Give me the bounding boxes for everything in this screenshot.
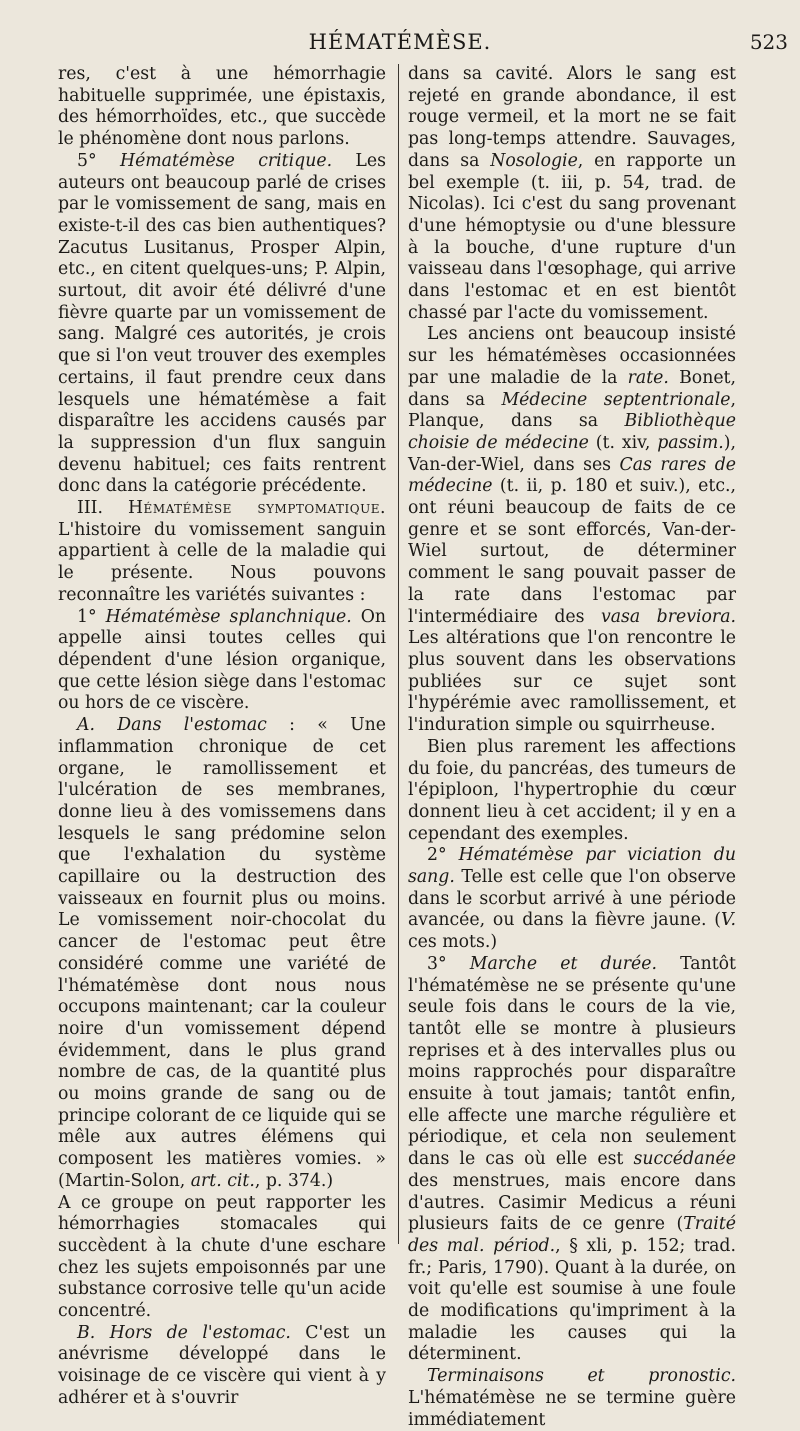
paragraph: [408, 64, 736, 324]
emphasis: succédanée: [633, 1149, 736, 1170]
item-number: 2°: [427, 845, 459, 866]
text: Telle est celle que l'on observe dans le scorbut arrivé à une période avancée, ou dans la fièvre jaune. (: [408, 867, 736, 931]
emphasis: vasa breviora.: [600, 606, 736, 627]
text: C'est un anévrisme développé dans le voisinage de ce viscère qui vient à y adhérer et à s'ouvrir: [58, 1322, 386, 1408]
paragraph: [58, 498, 386, 607]
paragraph: [408, 324, 736, 736]
paragraph: [408, 954, 736, 1366]
text: L'histoire du vomissement sanguin appartient à celle de la maladie qui le présente. Nous pouvons reconnaître les variétés suivantes :: [58, 519, 386, 605]
left-column: [58, 64, 386, 1410]
paragraph: [408, 845, 736, 954]
text: Bonet, dans sa: [408, 367, 736, 410]
section-title: Marche et durée.: [469, 953, 657, 974]
paragraph: [58, 151, 386, 498]
section-title: A. Dans l'estomac: [77, 715, 267, 736]
item-number: III.: [77, 498, 128, 519]
item-number: 3°: [427, 953, 470, 974]
text: ces mots.): [408, 932, 498, 953]
text: Les auteurs ont beaucoup parlé de crises par le vomissement de sang, mais en existe-t-il des cas bien authentiques? Zacutus Lusitanus, Prosper Alpin, etc., en citent quelques-uns; P. Alpin, surtout, dit avoir été délivré d'une fièvre quarte par un vomissement de sang. Malgré ces autorités, je crois que si l'on veut trouver des exemples certains, il faut prendre ceux dans lesquels une hématémèse a fait disparaître les accidens causés par la suppression d'un flux sanguin devenu habituel; ces faits rentrent donc dans la catégorie précédente.: [58, 150, 386, 497]
citation: passim.: [657, 432, 724, 453]
citation: V.: [721, 910, 736, 931]
citation: Médecine septentrionale: [501, 389, 731, 410]
text: Bien plus rarement les affections du foie, du pancréas, des tumeurs de l'épiploon, l'hypertrophie du cœur donnent lieu à cet accident; il y en a cependant des exemples.: [408, 736, 736, 844]
text: L'hématémèse ne se termine guère immédiatement: [408, 1387, 736, 1430]
paragraph: [58, 715, 386, 1192]
text: des menstrues, mais encore dans d'autres. Casimir Medicus a réuni plusieurs faits de ce genre (: [408, 1170, 736, 1235]
text: ), Van-der-Wiel, dans ses: [408, 432, 736, 475]
page-number: 523: [749, 30, 788, 54]
text: Les altérations que l'on rencontre le plus souvent dans les observations publiées sur ce sujet sont l'hypérémie avec ramollissement, et l'induration simple ou squirrheuse.: [408, 628, 736, 736]
text: , Planque, dans sa: [408, 389, 736, 432]
citation: Traité des mal. périod.: [408, 1214, 736, 1256]
text: dans sa cavité. Alors le sang est rejeté en grande abondance, il est rouge vermeil, et la mort ne se fait pas long-temps attendre. Sauvages, dans sa: [408, 64, 736, 171]
section-heading: Hématémèse symptomatique.: [127, 498, 386, 519]
text: (t. ii, p. 180 et suiv.), etc., ont réuni beaucoup de faits de ce genre et se sont efforcés, Van-der-Wiel surtout, de déterminer comment le sang pouvait passer de la rate dans l'estomac par l'intermédiaire des: [408, 476, 736, 627]
citation: art. cit.: [190, 1170, 255, 1191]
text: , § xli, p. 152; trad. fr.; Paris, 1790). Quant à la durée, on voit qu'elle est soumise à une foule de modifications qu'impriment à la maladie les causes qui la déterminent.: [408, 1235, 736, 1365]
emphasis: rate.: [627, 367, 669, 388]
paragraph: [58, 1323, 386, 1410]
section-title: B. Hors de l'estomac.: [77, 1322, 291, 1343]
citation: Nosologie: [490, 150, 578, 171]
section-title: Hématémèse critique.: [120, 150, 333, 171]
running-title: HÉMATÉMÈSE.: [308, 30, 492, 54]
text: , p. 374.): [254, 1170, 334, 1191]
item-number: 5°: [77, 150, 120, 171]
running-head: [0, 30, 800, 60]
paragraph: [58, 607, 386, 716]
section-title: Hématémèse par viciation du sang.: [408, 845, 736, 888]
paragraph: [58, 64, 386, 151]
section-title: Terminaisons et pronostic.: [427, 1366, 736, 1387]
text: Les anciens ont beaucoup insisté sur les hématémèses occasionnées par une maladie de la: [408, 324, 736, 388]
item-number: 1°: [77, 606, 106, 627]
citation: Cas rares de médecine: [408, 454, 736, 497]
text: res, c'est à une hémorrhagie habituelle supprimée, une épistaxis, des hémorrhoïdes, etc., que succède le phénomène dont nous parlons.: [58, 64, 386, 150]
text: Tantôt l'hématémèse ne se présente qu'une seule fois dans le cours de la vie, tantôt elle se montre à plusieurs reprises et à des intervalles plus ou moins rapprochés pour disparaître ensuite à tout jamais; tantôt enfin, elle affecte une marche régulière et périodique, et cela non seulement dans le cas où elle est: [408, 953, 737, 1170]
paragraph: [408, 737, 736, 846]
paragraph: [408, 1366, 736, 1431]
section-title: Hématémèse splanchnique.: [105, 606, 352, 627]
text: (t. xiv,: [588, 432, 658, 453]
text: : « Une inflammation chronique de cet organe, le ramollissement et l'ulcération de ses membranes, donne lieu à des vomissemens dans lesquels le sang prédomine selon que l'exhalation du système capillaire ou la destruction des vaisseaux en fournit plus ou moins. Le vomissement noir-chocolat du cancer de l'estomac peut être considéré comme une variété de l'hématémèse dont nous nous occupons maintenant; car la couleur noire d'un vomissement dépend évidemment, dans le plus grand nombre de cas, de la quantité plus ou moins grande de sang ou de principe colorant de ce liquide qui se mêle aux autres élémens qui composent les matières vomies. » (Martin-Solon,: [58, 715, 386, 1191]
text: , en rapporte un bel exemple (t. iii, p. 54, trad. de Nicolas). Ici c'est du sang provenant d'une hémoptysie ou d'une blessure à la bouche, d'une rupture d'un vaisseau dans l'œsophage, qui arrive dans l'estomac et en est bientôt chassé par l'acte du vomissement.: [408, 150, 736, 323]
text: A ce groupe on peut rapporter les hémorrhagies stomacales qui succèdent à la chute d'une eschare chez les sujets empoisonnés par une substance corrosive telle qu'un acide concentré.: [58, 1192, 386, 1322]
right-column: [408, 64, 736, 1431]
column-divider: [398, 64, 399, 1244]
text: On appelle ainsi toutes celles qui dépendent d'une lésion organique, que cette lésion siège dans l'estomac ou hors de ce viscère.: [58, 606, 386, 714]
paragraph: [58, 1193, 386, 1323]
citation: Bibliothèque choisie de médecine: [408, 411, 736, 453]
